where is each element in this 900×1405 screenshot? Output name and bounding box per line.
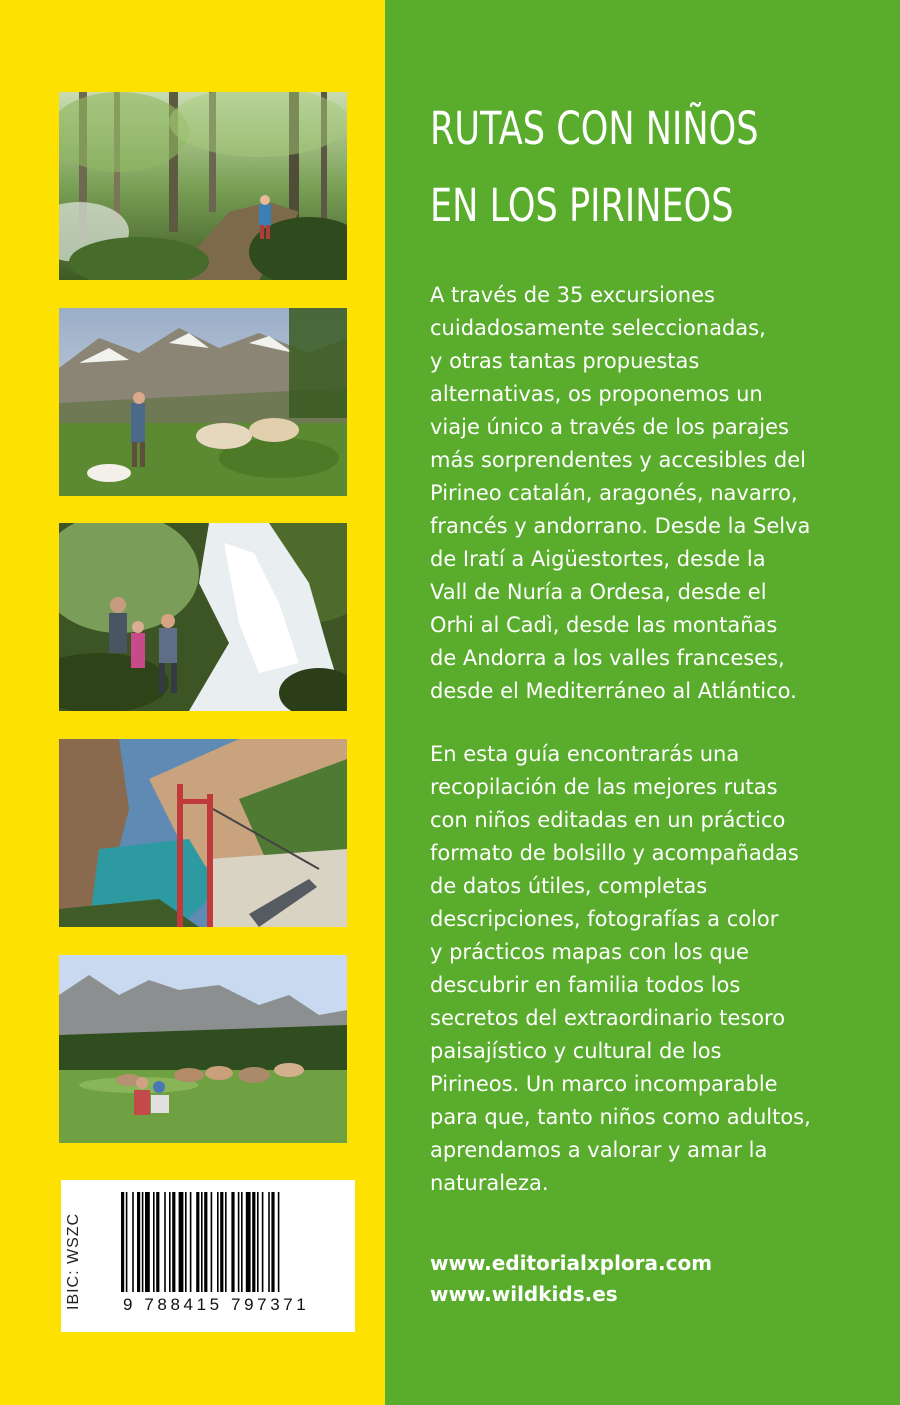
forest-trail-photo (59, 92, 347, 280)
text-line: francés y andorrano. Desde la Selva (430, 514, 811, 538)
ibic-code: IBIC: WSZC (65, 1212, 82, 1310)
description-paragraph-1 (430, 279, 890, 708)
text-line: desde el Mediterráneo al Atlántico. (430, 679, 797, 703)
text-line: descripciones, fotografías a color (430, 907, 779, 931)
description-paragraph-2 (430, 738, 890, 1200)
book-title (430, 90, 867, 244)
text-line: con niños editadas en un práctico (430, 808, 786, 832)
barcode-box (61, 1180, 355, 1332)
text-line: formato de bolsillo y acompañadas (430, 841, 799, 865)
text-line: Orhi al Cadì, desde las montañas (430, 613, 778, 637)
text-line: Pirineos. Un marco incomparable (430, 1072, 778, 1096)
text-line: y prácticos mapas con los que (430, 940, 749, 964)
text-line: secretos del extraordinario tesoro (430, 1006, 786, 1030)
text-line: Vall de Nuría a Ordesa, desde el (430, 580, 767, 604)
text-line: paisajístico y cultural de los (430, 1039, 722, 1063)
isbn-number: 9 788415 797371 (123, 1295, 310, 1314)
canyon-lake-bridge-photo (59, 739, 347, 927)
title-line: RUTAS CON NIÑOS (430, 102, 759, 155)
text-line: viaje único a través de los parajes (430, 415, 789, 439)
text-line: alternativas, os proponemos un (430, 382, 763, 406)
text-line: En esta guía encontrarás una (430, 742, 740, 766)
link-wildkids[interactable]: www.wildkids.es (430, 1282, 618, 1306)
text-line: y otras tantas propuestas (430, 349, 700, 373)
text-line: A través de 35 excursiones (430, 283, 715, 307)
text-line: naturaleza. (430, 1171, 549, 1195)
text-line: descubrir en familia todos los (430, 973, 741, 997)
mountain-meadow-cows-photo (59, 308, 347, 496)
text-line: Pirineo catalán, aragonés, navarro, (430, 481, 798, 505)
website-links (430, 1248, 712, 1310)
link-editorialxplora[interactable]: www.editorialxplora.com (430, 1251, 713, 1275)
text-line: más sorprendentes y accesibles del (430, 448, 806, 472)
text-line: para que, tanto niños como adultos, (430, 1105, 811, 1129)
waterfall-family-photo (59, 523, 347, 711)
valley-cows-picnic-photo (59, 955, 347, 1143)
text-line: de datos útiles, completas (430, 874, 708, 898)
title-line: EN LOS PIRINEOS (430, 179, 734, 232)
text-line: de Andorra a los valles franceses, (430, 646, 785, 670)
text-line: de Iratí a Aigüestortes, desde la (430, 547, 766, 571)
text-line: recopilación de las mejores rutas (430, 775, 778, 799)
text-line: cuidadosamente seleccionadas, (430, 316, 766, 340)
barcode-icon (121, 1192, 349, 1292)
text-line: aprendamos a valorar y amar la (430, 1138, 768, 1162)
